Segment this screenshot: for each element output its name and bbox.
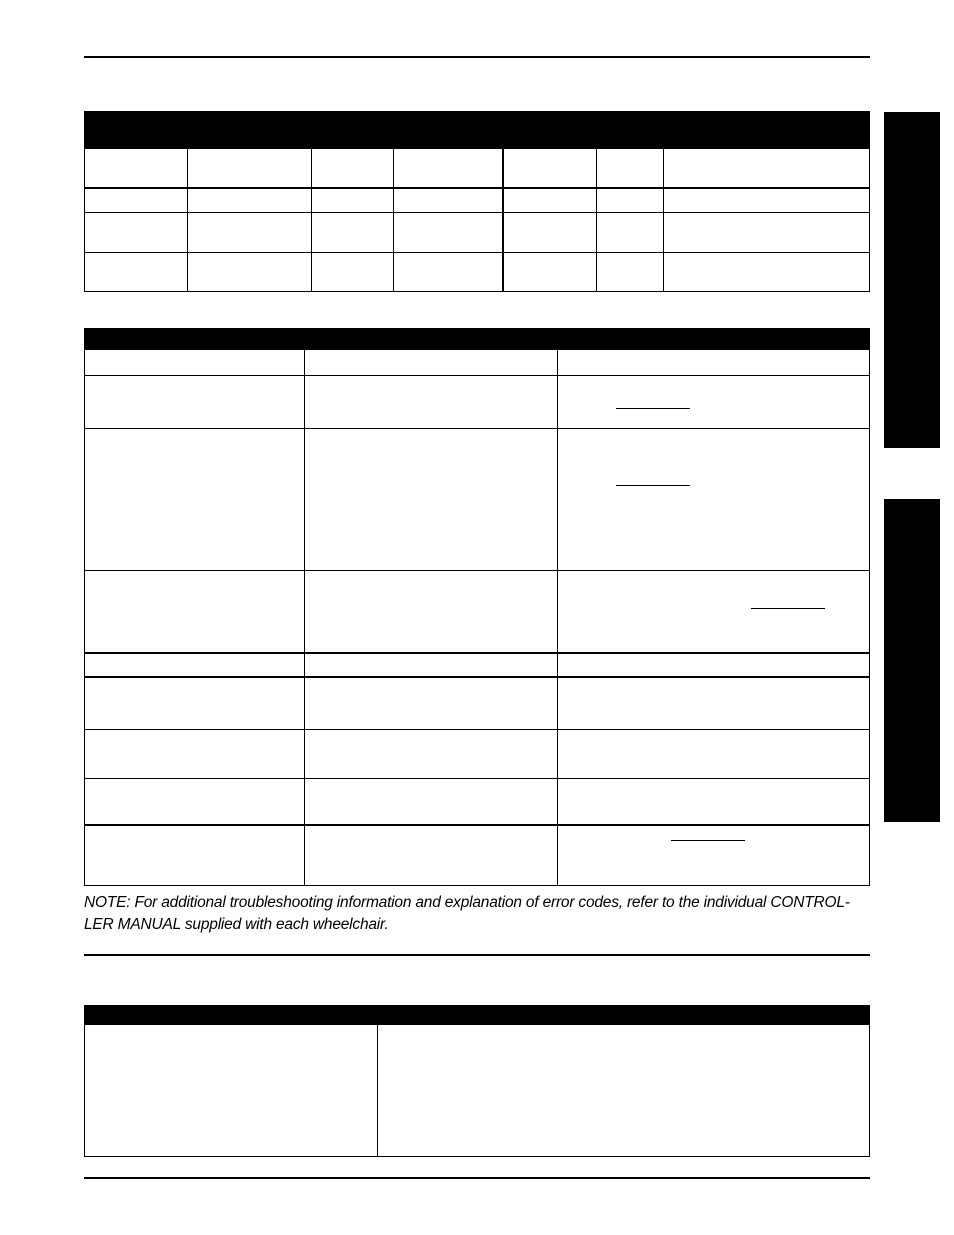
- underline-mark: [671, 840, 745, 841]
- table-1-row-divider: [84, 187, 870, 189]
- underline-mark: [616, 485, 690, 486]
- underline-mark: [616, 408, 690, 409]
- table-3-col-divider: [377, 1024, 378, 1157]
- table-2-body: [84, 349, 870, 886]
- table-1-col-divider: [311, 148, 312, 292]
- table-2-row-divider: [84, 676, 870, 678]
- table-2-col-divider: [557, 349, 558, 886]
- table-2-col-divider: [304, 349, 305, 886]
- bottom-rule: [84, 1177, 870, 1179]
- table-2-row-divider: [84, 570, 870, 571]
- table-2-row-divider: [84, 652, 870, 654]
- table-1-row-divider: [84, 212, 870, 213]
- table-2-row-divider: [84, 778, 870, 779]
- table-1-body: [84, 148, 870, 292]
- table-3-body: [84, 1024, 870, 1157]
- table-1-col-divider: [596, 148, 597, 292]
- table-2-row-divider: [84, 375, 870, 376]
- table-1-col-divider: [393, 148, 394, 292]
- table-1-col-divider: [187, 148, 188, 292]
- table-2-row-divider: [84, 428, 870, 429]
- table-2-row-divider: [84, 824, 870, 826]
- top-rule: [84, 56, 870, 58]
- note-text: NOTE: For additional troubleshooting information and explanation of error codes, refer to the individual CONTROL-LER MANUAL supplied with each wheelchair.: [84, 894, 850, 933]
- table-1-col-divider: [663, 148, 664, 292]
- section-tab-upper: [884, 112, 940, 448]
- table-3-header-bar: [84, 1005, 870, 1025]
- table-2-row-divider: [84, 729, 870, 730]
- table-1-header-bar: [84, 111, 870, 149]
- section-tab-lower: [884, 499, 940, 822]
- table-1-col-divider: [502, 148, 504, 292]
- table-1-row-divider: [84, 252, 870, 253]
- underline-mark: [751, 608, 825, 609]
- table-2-header-bar: [84, 328, 870, 350]
- middle-rule: [84, 954, 870, 956]
